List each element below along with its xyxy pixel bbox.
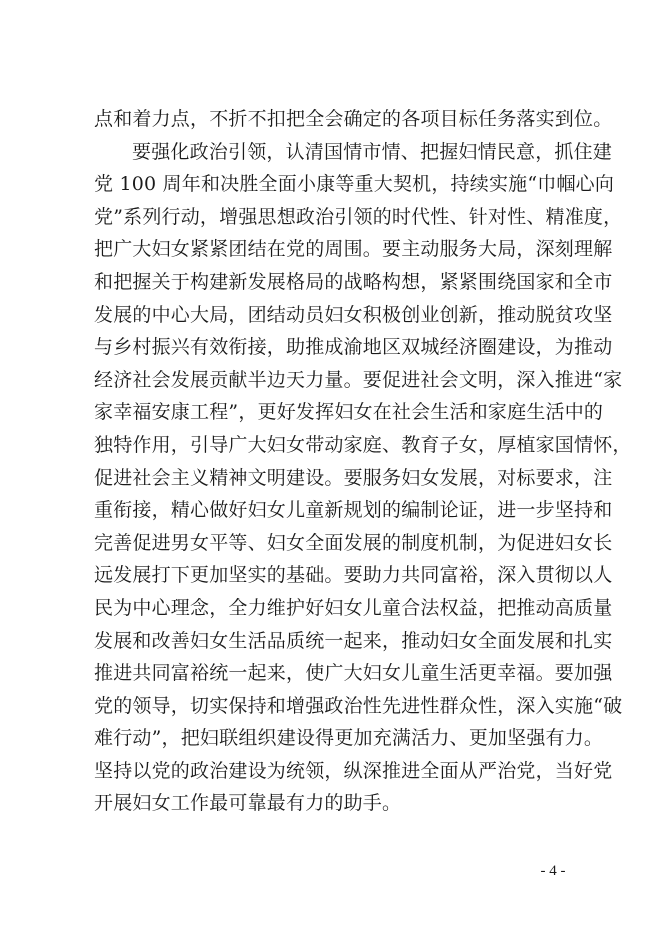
page-number: - 4 - xyxy=(540,863,566,879)
text-line: 难行动”，把妇联组织建设得更加充满活力、更加坚强有力。 xyxy=(94,727,604,750)
text-line: 要强化政治引领，认清国情市情、把握妇情民意，抓住建 xyxy=(132,140,613,163)
text-line: 完善促进男女平等、妇女全面发展的制度机制，为促进妇女长 xyxy=(94,531,613,554)
text-line: 发展和改善妇女生活品质统一起来，推动妇女全面发展和扎实 xyxy=(94,629,613,652)
text-line: 促进社会主义精神文明建设。要服务妇女发展，对标要求，注 xyxy=(94,466,613,489)
text-line: 重衔接，精心做好妇女儿童新规划的编制论证，进一步坚持和 xyxy=(94,499,613,522)
text-line: 坚持以党的政治建设为统领，纵深推进全面从严治党，当好党 xyxy=(94,759,613,782)
text-line: 发展的中心大局，团结动员妇女积极创业创新，推动脱贫攻坚 xyxy=(94,303,613,326)
text-line: 经济社会发展贡献半边天力量。要促进社会文明，深入推进“家 xyxy=(94,368,623,391)
text-line: 开展妇女工作最可靠最有力的助手。 xyxy=(94,792,402,815)
text-line: 党的领导，切实保持和增强政治性先进性群众性，深入实施“破 xyxy=(94,694,623,717)
text-line: 推进共同富裕统一起来，使广大妇女儿童生活更幸福。要加强 xyxy=(94,662,613,685)
text-line: 与乡村振兴有效衔接，助推成渝地区双城经济圈建设，为推动 xyxy=(94,336,613,359)
text-line: 点和着力点，不折不扣把全会确定的各项目标任务落实到位。 xyxy=(94,108,613,130)
text-line: 独特作用，引导广大妇女带动家庭、教育子女，厚植家国情怀， xyxy=(94,433,632,456)
text-line: 把广大妇女紧紧团结在党的周围。要主动服务大局，深刻理解 xyxy=(94,238,613,261)
text-line: 党”系列行动，增强思想政治引领的时代性、针对性、精准度， xyxy=(94,205,623,228)
text-line: 家幸福安康工程”，更好发挥妇女在社会生活和家庭生活中的 xyxy=(94,401,604,424)
text-line: 和把握关于构建新发展格局的战略构想，紧紧围绕国家和全市 xyxy=(94,270,613,293)
text-line: 党 100 周年和决胜全面小康等重大契机，持续实施“巾帼心向 xyxy=(94,173,615,196)
text-line: 民为中心理念，全力维护好妇女儿童合法权益，把推动高质量 xyxy=(94,596,613,619)
body-text xyxy=(94,103,632,820)
text-line: 远发展打下更加坚实的基础。要助力共同富裕，深入贯彻以人 xyxy=(94,564,613,587)
